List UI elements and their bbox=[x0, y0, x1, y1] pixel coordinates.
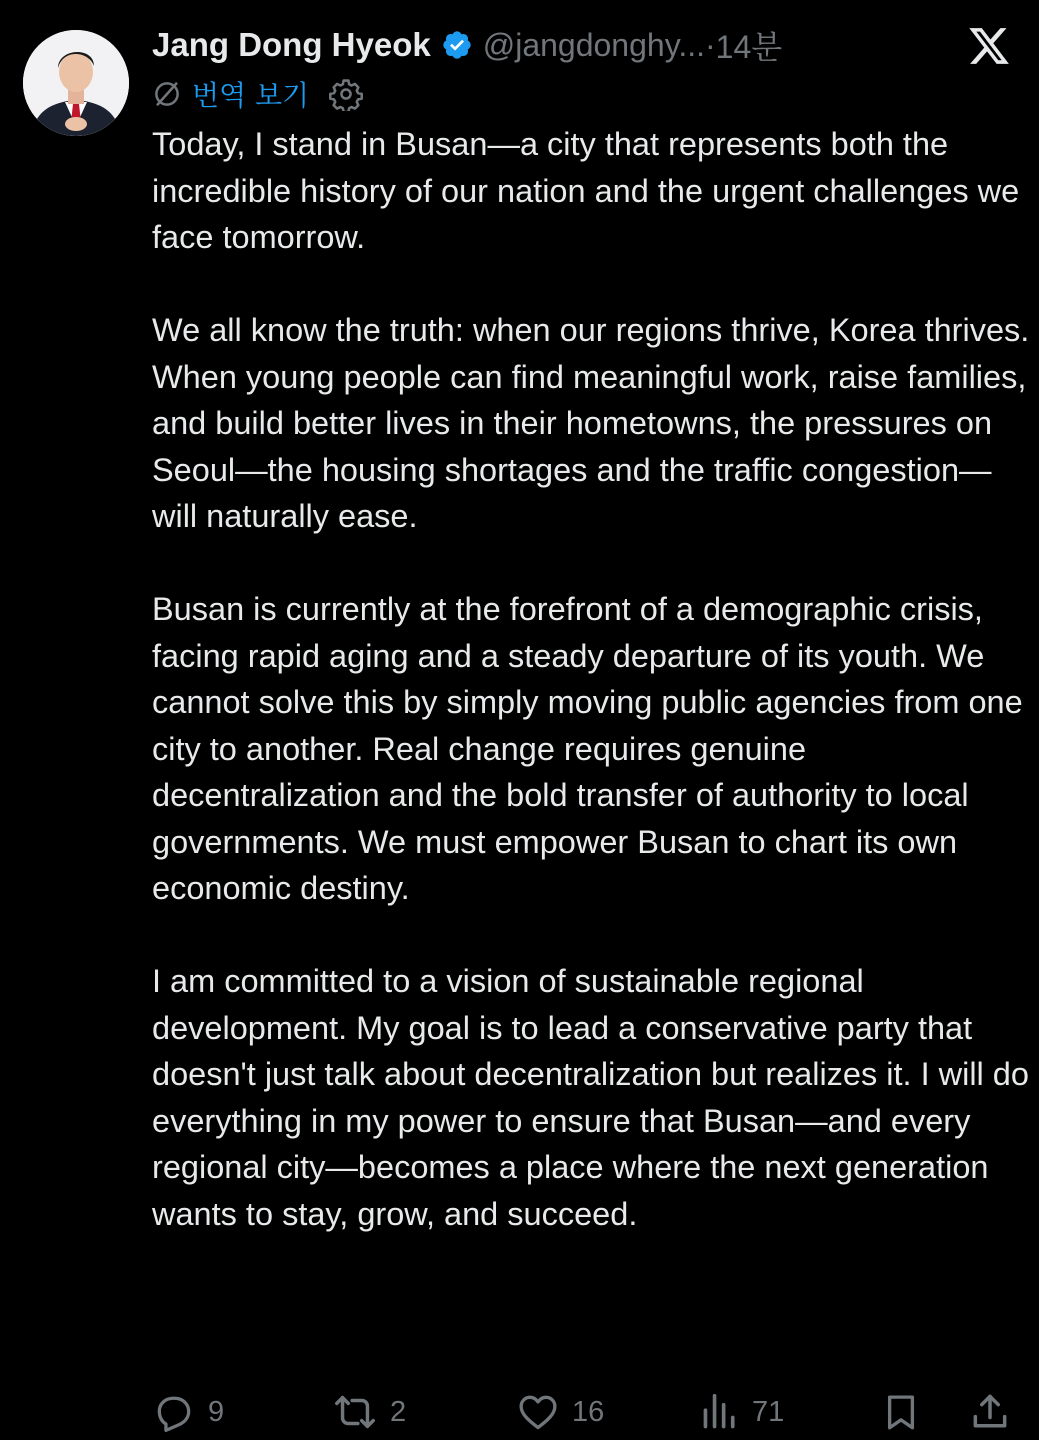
like-button[interactable] bbox=[516, 1388, 604, 1436]
post-paragraph: I am committed to a vision of sustainable regional development. My goal is to lead a conservative party that doesn't just talk about decentralization but realizes it. I will do everything in my power to ensure that Busan—and every regional city—becomes a place where the next generation wants to stay, grow, and succeed. bbox=[152, 963, 1029, 1232]
repost-icon bbox=[332, 1389, 378, 1435]
translate-link[interactable]: 번역 보기 bbox=[192, 79, 310, 112]
repost-button[interactable] bbox=[332, 1388, 406, 1436]
translate-row bbox=[152, 72, 363, 116]
reply-button[interactable] bbox=[152, 1388, 224, 1436]
post-paragraph: We all know the truth: when our regions thrive, Korea thrives. When young people can find meaningful work, raise families, and build better lives in their hometowns, the pressures on Seoul—the housing shortages and the traffic congestion—will naturally ease. bbox=[152, 312, 1030, 534]
bookmark-icon bbox=[880, 1390, 922, 1434]
share-icon bbox=[968, 1390, 1012, 1434]
post-header bbox=[152, 22, 782, 68]
views-chart-icon bbox=[700, 1390, 740, 1434]
heart-icon bbox=[516, 1390, 560, 1434]
reply-count: 9 bbox=[208, 1395, 225, 1428]
action-bar bbox=[152, 1388, 1022, 1436]
author-handle[interactable]: @jangdonghy... bbox=[482, 26, 705, 63]
repost-count: 2 bbox=[390, 1395, 407, 1428]
share-button[interactable] bbox=[968, 1388, 1012, 1436]
avatar-photo bbox=[23, 30, 129, 136]
post-paragraph: Busan is currently at the forefront of a demographic crisis, facing rapid aging and a steady departure of its youth. We cannot solve this by simply moving public agencies from one city to another. Real change requires genuine decentralization and the bold transfer of authority to local governments. We must empower Busan to chart its own economic destiny. bbox=[152, 591, 1023, 906]
x-logo-icon[interactable] bbox=[966, 24, 1012, 68]
like-count: 16 bbox=[572, 1395, 605, 1428]
reply-icon bbox=[152, 1390, 196, 1434]
avatar[interactable] bbox=[23, 30, 129, 136]
verified-badge-icon[interactable] bbox=[441, 29, 473, 61]
header-separator: · bbox=[704, 26, 716, 63]
gear-icon[interactable] bbox=[329, 77, 363, 111]
views-button[interactable] bbox=[700, 1388, 784, 1436]
author-display-name[interactable]: Jang Dong Hyeok bbox=[152, 26, 431, 63]
post-body bbox=[152, 121, 1032, 1237]
bookmark-button[interactable] bbox=[880, 1388, 922, 1436]
translate-globe-icon bbox=[152, 79, 182, 109]
post-paragraph: Today, I stand in Busan—a city that represents both the incredible history of our nation and the urgent challenges we face tomorrow. bbox=[152, 126, 1020, 255]
view-count: 71 bbox=[752, 1395, 785, 1428]
post-timestamp[interactable]: 14분 bbox=[715, 29, 783, 65]
